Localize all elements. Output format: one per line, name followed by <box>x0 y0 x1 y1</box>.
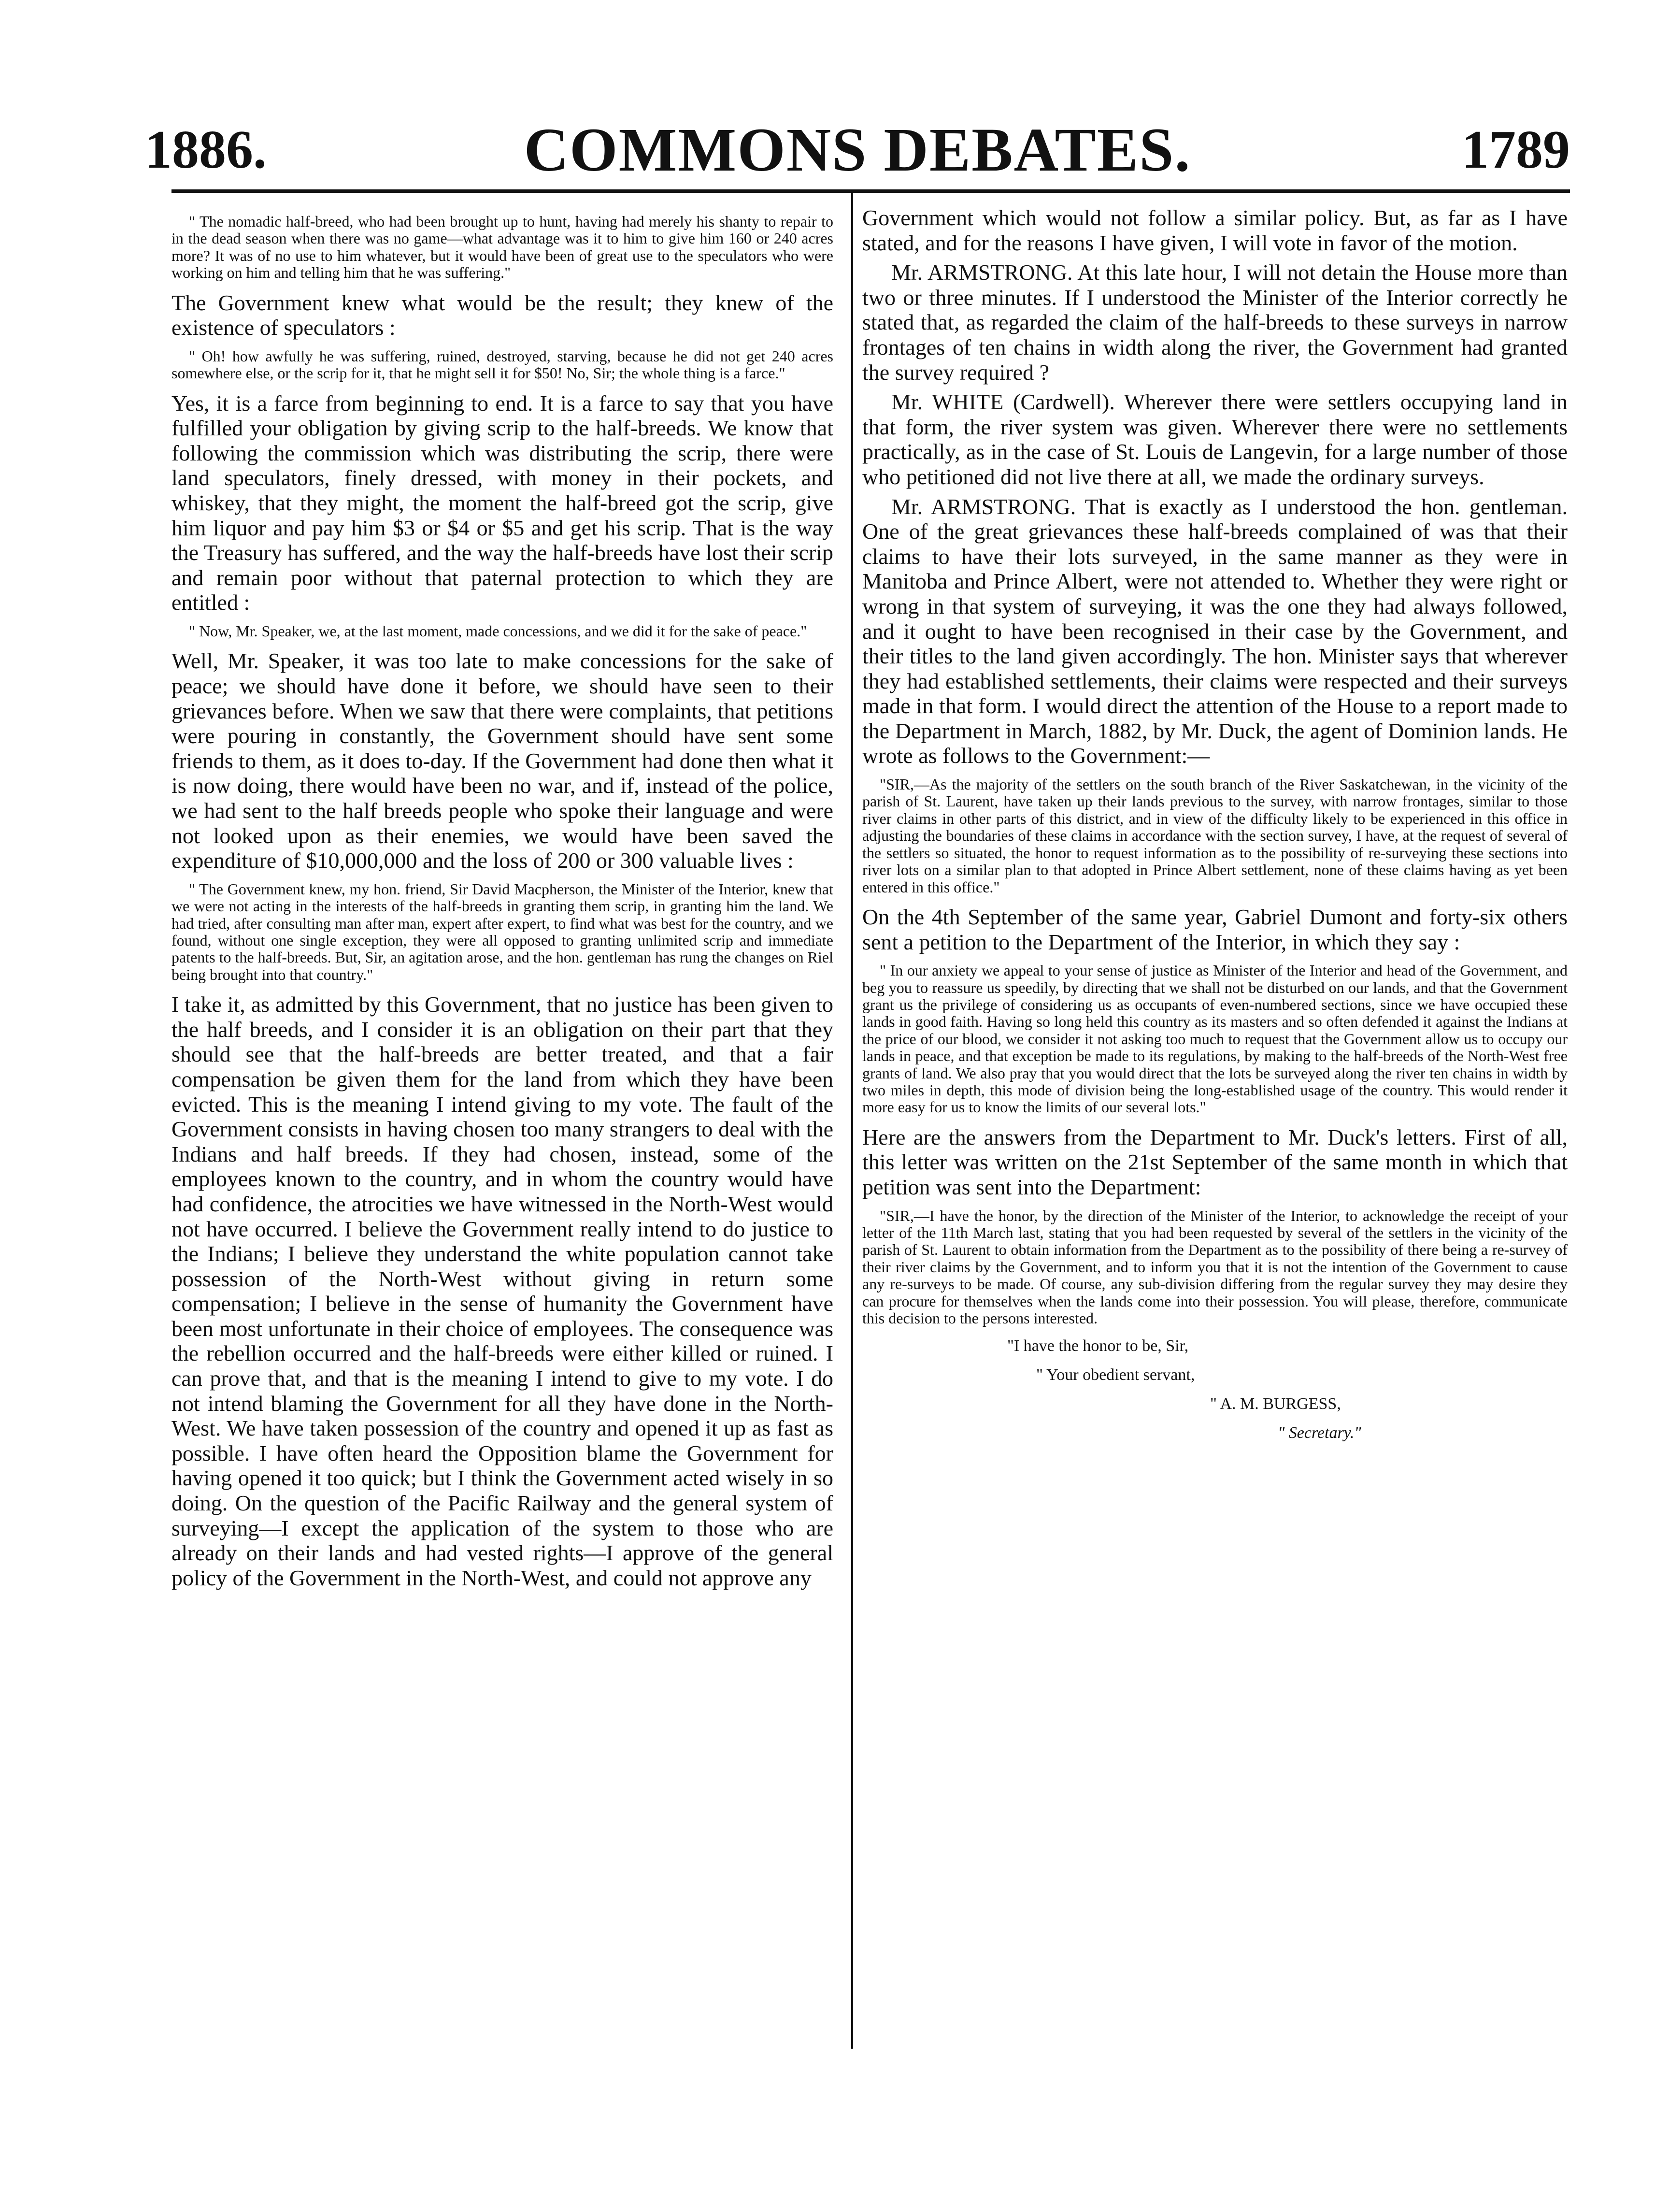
paragraph: Government which would not follow a similar policy. But, as far as I have stated, and for the reasons I have given, I will vote in favor of the motion. <box>862 205 1568 255</box>
quote-macpherson: " The Government knew, my hon. friend, Sir David Macpherson, the Minister of the Interior, knew that we were not acting in the interests of the half-breeds in granting them scrip, in granting him the land. We had tried, after consulting man after man, expert after expert, to find what was best for the country, and we found, without one single exception, they were all opposed to granting unlimited scrip and immediate patents to the half-breeds. But, Sir, an agitation arose, and the hon. gentleman has rung the changes on Riel being brought into that country." <box>171 880 833 983</box>
quote-dumont-petition: " In our anxiety we appeal to your sense of justice as Minister of the Interior and head of the Government, and beg you to reassure us speedily, by directing that we shall not be disturbed on our lands, and that the Government grant us the privilege of considering us as occupants of even-numbered sections, since we have occupied these lands in good faith. Having so long held this country as its masters and so often defended it against the Indians at the price of our blood, we consider it not asking too much to request that the Government allow us to occupy our lands in peace, and that exception be made to its regulations, by making to the half-breeds of the North-West free grants of land. We also pray that you would direct that the lots be surveyed along the river ten chains in width by two miles in depth, this mode of division being the long-established usage of the country. This would render it more easy for us to know the limits of our several lots." <box>862 962 1568 1116</box>
quote-awfully-suffering: " Oh! how awfully he was suffering, ruined, destroyed, starving, because he did not get 240 acres somewhere else, or the scrip for it, that he might sell it for $50! No, Sir; the whole thing is a farce." <box>171 347 833 382</box>
paragraph: I take it, as admitted by this Government, that no justice has been given to the half breeds, and I consider it is an obligation on their part that they should see that the half-breeds are better treated, and that a fair compensation be given them for the land from which they have been evicted. This is the meaning I intend giving to my vote. The fault of the Government consists in having chosen too many strangers to deal with the Indians and half breeds. If they had chosen, instead, some of the employees known to the country, and in whom the country would have had confidence, the atrocities we have witnessed in the North-West would not have occurred. I believe the Government really intend to do justice to the Indians; I believe they understand the white population cannot take possession of the North-West without giving in return some compensation; I believe in the sense of humanity the Government have been most unfortunate in their choice of employees. The consequence was the rebellion occurred and the half-breeds were either killed or ruined. I can prove that, and that is the meaning I intend to give to my vote. I do not intend blaming the Government for all they have done in the North-West. We have taken possession of the country and opened it up as fast as possible. I have often heard the Opposition blame the Government for having opened it too quick; but I think the Government acted wisely in so doing. On the question of the Pacific Railway and the general system of surveying—I except the application of the system to those who are already on their lands and had vested rights—I approve of the general policy of the Government in the North-West, and could not approve any <box>171 992 833 1590</box>
paragraph: On the 4th September of the same year, Gabriel Dumont and forty-six others sent a petition to the Department of the Interior, in which they say : <box>862 904 1568 954</box>
paragraph: The Government knew what would be the result; they knew of the existence of speculators : <box>171 290 833 340</box>
header-rule <box>171 189 1570 193</box>
speech-white: Mr. WHITE (Cardwell). Wherever there were settlers occupying land in that form, the river system was given. Wherever there were no settlements practically, as in the case of St. Louis de Langevin, for a large number of those who petitioned did not live there at all, we made the ordinary surveys. <box>862 389 1568 489</box>
signoff-line: " Your obedient servant, <box>1036 1366 1195 1384</box>
header-title: COMMONS DEBATES. <box>524 115 1191 184</box>
paragraph: Here are the answers from the Department to Mr. Duck's letters. First of all, this letter was written on the 21st September of the same month in which that petition was sent into the Department: <box>862 1124 1568 1199</box>
letter-signoff <box>862 1336 1568 1443</box>
quote-nomadic-half-breed: " The nomadic half-breed, who had been brought up to hunt, having had merely his shanty to repair to in the dead season when there was no game—what advantage was it to him to give him 160 or 240 acres more? It was of no use to him whatever, but it would have been of great use to the speculators who were working on him and telling him that he was suffering." <box>171 213 833 282</box>
quote-duck-letter: "SIR,—As the majority of the settlers on the south branch of the River Saskatchewan, in the vicinity of the parish of St. Laurent, have taken up their lands previous to the survey, with narrow frontages, similar to those river claims in other parts of this district, and in view of the difficulty likely to be experienced in this office in adjusting the boundaries of these claims in accordance with the section survey, I have, at the request of several of the settlers so situated, the honor to request information as to the possibility of re-surveying these sections into river lots on a similar plan to that adopted in Prince Albert settlement, none of these claims having as yet been entered in this office." <box>862 776 1568 896</box>
paragraph: Yes, it is a farce from beginning to end. It is a farce to say that you have fulfilled your obligation by giving scrip to the half-breeds. We know that following the commission which was distributing the scrip, there were land speculators, finely dressed, with money in their pockets, and whiskey, that they might, the moment the half-breed got the scrip, give him liquor and pay him $3 or $4 or $5 and get his scrip. That is the way the Treasury has suffered, and the way the half-breeds have lost their scrip and remain poor without that paternal protection to which they are entitled : <box>171 390 833 615</box>
paragraph: Well, Mr. Speaker, it was too late to make concessions for the sake of peace; we should have done it before, we should have seen to their grievances before. When we saw that there were complaints, that petitions were pouring in constantly, the Government should have sent some friends to them, as it does to-day. If the Government had done then what it is now doing, there would have been no war, and if, instead of the police, we had sent to the half breeds people who spoke their language and were not looked upon as their enemies, we would have been saved the expenditure of $10,000,000 and the loss of 200 or 300 valuable lives : <box>171 648 833 873</box>
page-header <box>145 114 1570 186</box>
speech-armstrong: Mr. ARMSTRONG. At this late hour, I will not detain the House more than two or three minutes. If I understood the Minister of the Interior correctly he stated that, as regarded the claim of the half-breeds to these surveys in narrow frontages of ten chains in width along the river, the Government had granted the survey required ? <box>862 260 1568 385</box>
header-year: 1886. <box>145 120 267 180</box>
column-divider <box>851 193 853 2049</box>
header-page-number: 1789 <box>1462 120 1570 180</box>
quote-department-reply: "SIR,—I have the honor, by the direction of the Minister of the Interior, to acknowledge the receipt of your letter of the 11th March last, stating that you had been requested by several of the settlers in the vicinity of the parish of St. Laurent to obtain information from the Department as to the possibility of there being a re-survey of their river claims by the Government, and to inform you that it is not the intention of the Government to cause any re-surveys to be made. Of course, any sub-division differing from the regular survey they may desire they can procure for themselves when the lands come into their possession. You will please, therefore, communicate this decision to the persons interested. <box>862 1207 1568 1327</box>
left-column <box>171 205 833 1595</box>
signoff-line: "I have the honor to be, Sir, <box>1007 1337 1189 1355</box>
quote-concessions: " Now, Mr. Speaker, we, at the last moment, made concessions, and we did it for the sake of peace." <box>189 622 807 640</box>
right-column <box>862 205 1568 1443</box>
signoff-signature: " A. M. BURGESS, <box>1210 1395 1341 1413</box>
signoff-title: " Secretary." <box>1278 1424 1361 1442</box>
speech-armstrong: Mr. ARMSTRONG. That is exactly as I understood the hon. gentleman. One of the great grievances these half-breeds complained of was that their claims to have their lots surveyed, in the same manner as they were in Manitoba and Prince Albert, were not attended to. Whether they were right or wrong in that system of surveying, it was the one they had always followed, and it ought to have been recognised in their case by the Government, and their titles to the land given accordingly. The hon. Minister says that wherever they had established settlements, their claims were respected and their surveys made in that form. I would direct the attention of the House to a report made to the Department in March, 1882, by Mr. Duck, the agent of Dominion lands. He wrote as follows to the Government:— <box>862 494 1568 768</box>
